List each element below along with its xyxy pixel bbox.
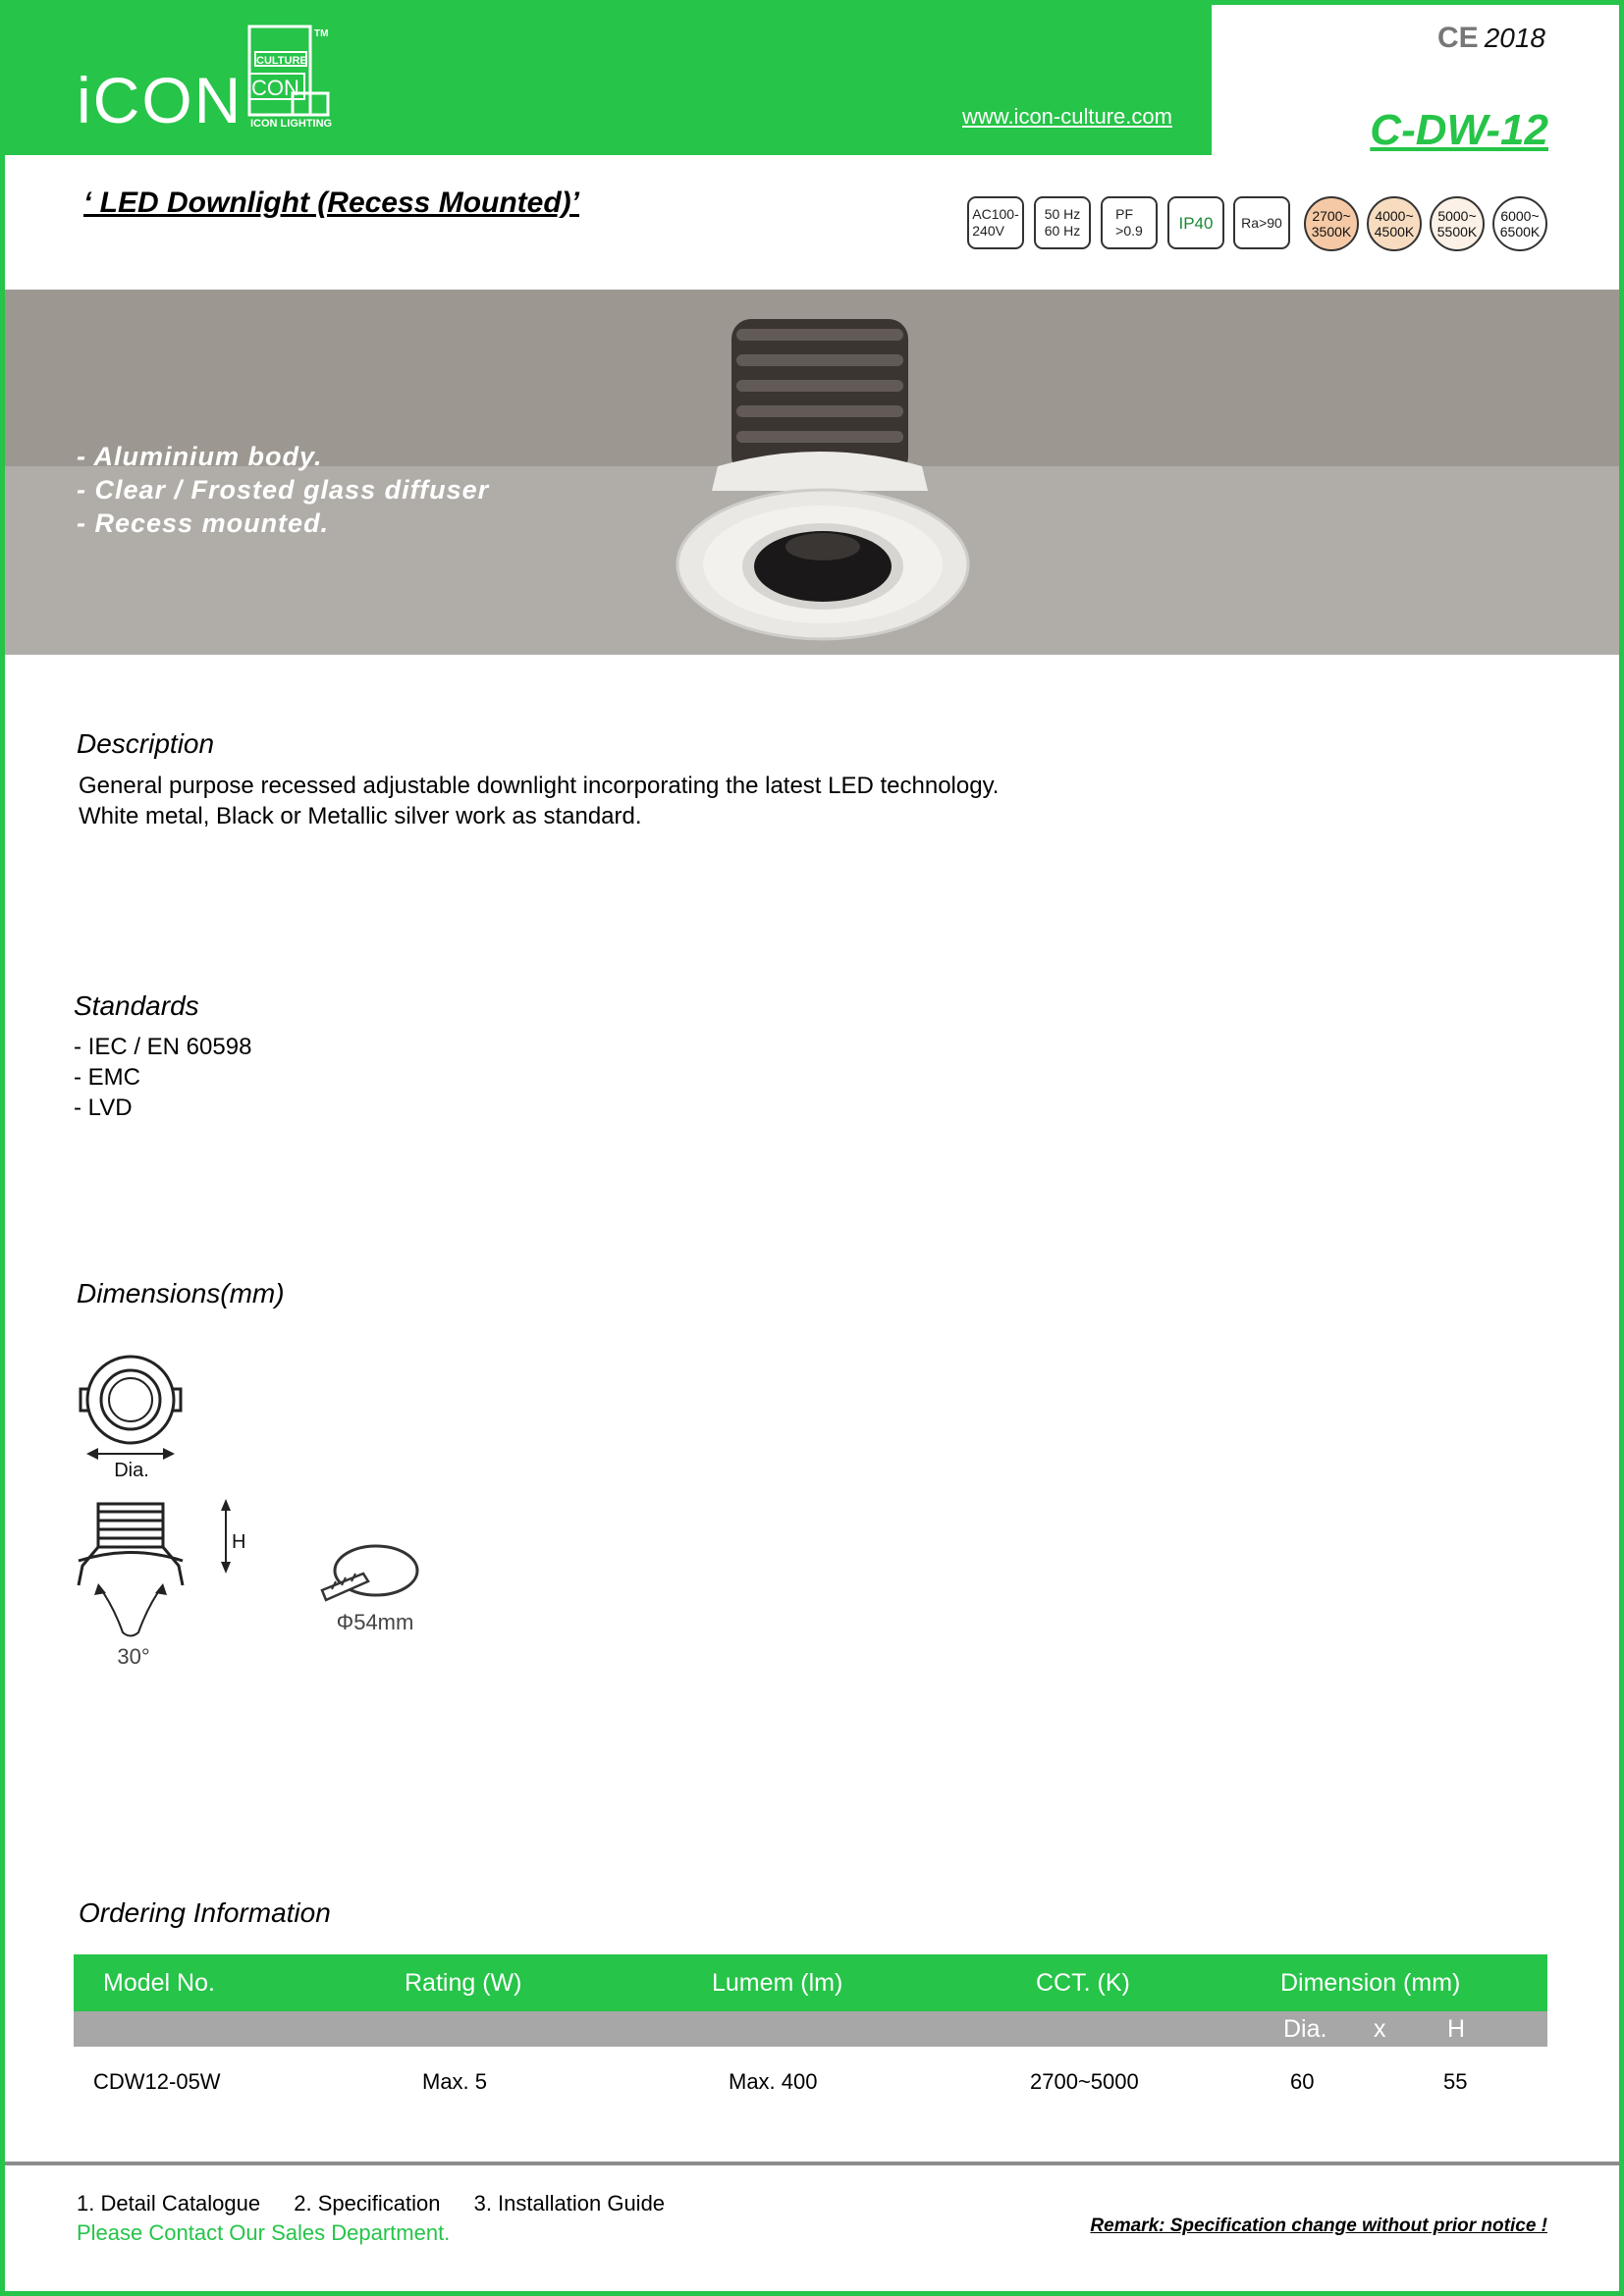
header-model: Model No. [103,1969,215,1997]
standard-item: - EMC [74,1064,140,1091]
description-line: General purpose recessed adjustable downlight incorporating the latest LED technology. [79,773,1000,799]
brand-logo-icon [247,25,336,125]
standards-title: Standards [74,990,199,1021]
footer-divider [5,2162,1619,2165]
table-row [74,2047,1547,2117]
link-installation-guide[interactable]: 3. Installation Guide [473,2191,666,2216]
cct-badge-4000: 4000~ 4500K [1367,196,1422,251]
header-rating: Rating (W) [405,1969,522,1997]
header-bar [0,0,1212,155]
year: 2018 [1484,23,1545,53]
cell-dia: 60 [1290,2069,1315,2094]
logo-subtitle: ICON LIGHTING [250,118,333,130]
description-title: Description [77,728,215,759]
dimensions-title: Dimensions(mm) [77,1278,285,1308]
brand-name: iCON [77,64,244,136]
logo-word-top: CULTURE [256,55,307,67]
ordering-table [74,1954,1547,2117]
beam-angle-label: 30° [117,1644,150,1669]
feature-list [77,440,489,540]
description-text [79,771,999,831]
subheader-h: H [1447,2015,1466,2043]
logo-word-mid: CON [251,76,299,100]
dimension-drawing [69,1350,422,1674]
link-detail-catalogue[interactable]: 1. Detail Catalogue [77,2191,261,2216]
website-link[interactable]: www.icon-culture.com [962,104,1172,129]
badge-frequency: 50 Hz 60 Hz [1034,196,1091,249]
subheader-x: x [1374,2015,1386,2043]
product-title: ‘ LED Downlight (Recess Mounted)’ [82,187,579,219]
product-banner [5,290,1619,655]
product-code: C-DW-12 [1370,106,1548,154]
feature-item: - Clear / Frosted glass diffuser [77,475,490,505]
header-dimension: Dimension (mm) [1280,1969,1461,1997]
header-cct: CCT. (K) [1036,1969,1130,1997]
cell-lumen: Max. 400 [729,2069,818,2094]
standards-list [74,1032,251,1123]
footer-links [77,2191,692,2216]
dia-label: Dia. [114,1460,149,1481]
contact-text: Please Contact Our Sales Department. [77,2220,451,2245]
description-line: White metal, Black or Metallic silver work as standard. [79,803,642,829]
cell-cct: 2700~5000 [1030,2069,1139,2094]
header-lumen: Lumem (lm) [712,1969,843,1997]
table-subheader [74,2011,1547,2047]
standard-item: - IEC / EN 60598 [74,1034,252,1060]
badge-cri: Ra>90 [1233,196,1290,249]
feature-item: - Recess mounted. [77,508,330,538]
cell-model: CDW12-05W [93,2069,221,2094]
badge-ip-rating: IP40 [1167,196,1224,249]
table-header [74,1954,1547,2011]
feature-item: - Aluminium body. [77,442,323,471]
standard-item: - LVD [74,1095,133,1121]
subheader-dia: Dia. [1283,2015,1327,2043]
ce-mark-icon: CE [1437,22,1479,54]
cell-rating: Max. 5 [422,2069,488,2094]
cct-badge-6000: 6000~ 6500K [1492,196,1547,251]
height-label: H [232,1531,246,1553]
cutout-label: Φ54mm [336,1610,414,1634]
remark-text: Remark: Specification change without prior notice ! [1090,2216,1547,2236]
logo-tm: TM [314,28,329,39]
badge-power-factor: PF >0.9 [1101,196,1158,249]
link-specification[interactable]: 2. Specification [294,2191,441,2216]
cct-badge-5000: 5000~ 5500K [1430,196,1485,251]
badge-voltage: AC100- 240V [967,196,1024,249]
cell-h: 55 [1443,2069,1468,2094]
ordering-title: Ordering Information [79,1897,331,1928]
cct-badge-2700: 2700~ 3500K [1304,196,1359,251]
ce-year [1437,22,1545,55]
